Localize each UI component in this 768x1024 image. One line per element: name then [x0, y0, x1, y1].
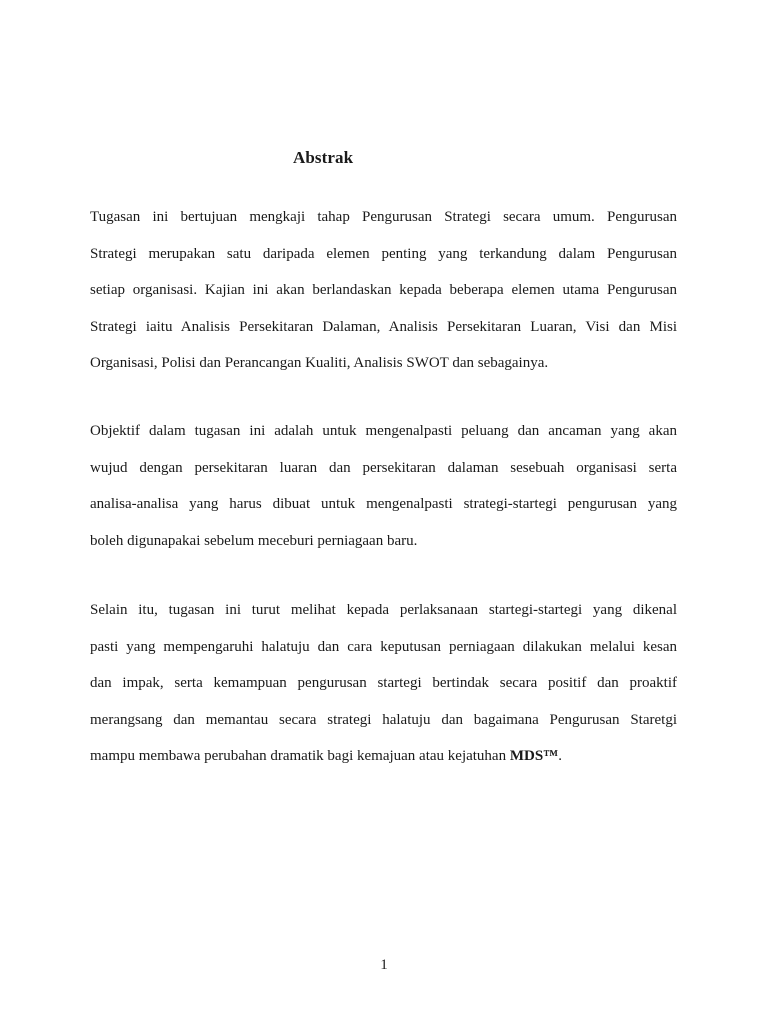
paragraph-2 [90, 413, 677, 559]
paragraph-line: Objektif dalam tugasan ini adalah untuk mengenalpasti peluang dan ancaman yang akan [90, 423, 677, 439]
paragraph-line-text: mampu membawa perubahan dramatik bagi kemajuan atau kejatuhan [90, 748, 507, 765]
paragraph-line: dan impak, serta kemampuan pengurusan startegi bertindak secara positif dan proaktif [90, 675, 677, 692]
company-mark: MDS™ [509, 748, 559, 765]
paragraph-line: Selain itu, tugasan ini turut melihat kepada perlaksanaan startegi-startegi yang dikenal [90, 602, 677, 618]
page-number: 1 [380, 957, 388, 973]
paragraph-1 [90, 199, 677, 382]
paragraph-line: Strategi iaitu Analisis Persekitaran Dalaman, Analisis Persekitaran Luaran, Visi dan Misi [90, 318, 677, 335]
sentence-period: . [558, 748, 562, 765]
paragraph-line: analisa-analisa yang harus dibuat untuk mengenalpasti strategi-startegi pengurusan yang [90, 496, 677, 513]
paragraph-line: setiap organisasi. Kajian ini akan berlandaskan kepada beberapa elemen utama Pengurusan [90, 282, 677, 299]
paragraph-line: merangsang dan memantau secara strategi halatuju dan bagaimana Pengurusan Staretgi [90, 711, 677, 728]
paragraph-line: Strategi merupakan satu daripada elemen penting yang terkandung dalam Pengurusan [90, 245, 677, 262]
paragraph-3 [90, 592, 677, 775]
paragraph-line: Tugasan ini bertujuan mengkaji tahap Pengurusan Strategi secara umum. Pengurusan [90, 209, 677, 225]
abstract-title: Abstrak [293, 148, 354, 167]
paragraph-line: Organisasi, Polisi dan Perancangan Kualiti, Analisis SWOT dan sebagainya. [90, 355, 549, 372]
paragraph-line: boleh digunapakai sebelum meceburi perniagaan baru. [90, 532, 418, 549]
paragraph-last-line [90, 738, 677, 775]
paragraph-line: pasti yang mempengaruhi halatuju dan cara keputusan perniagaan dilakukan melalui kesan [90, 638, 677, 655]
paragraph-line: wujud dengan persekitaran luaran dan persekitaran dalaman sesebuah organisasi serta [90, 459, 677, 476]
